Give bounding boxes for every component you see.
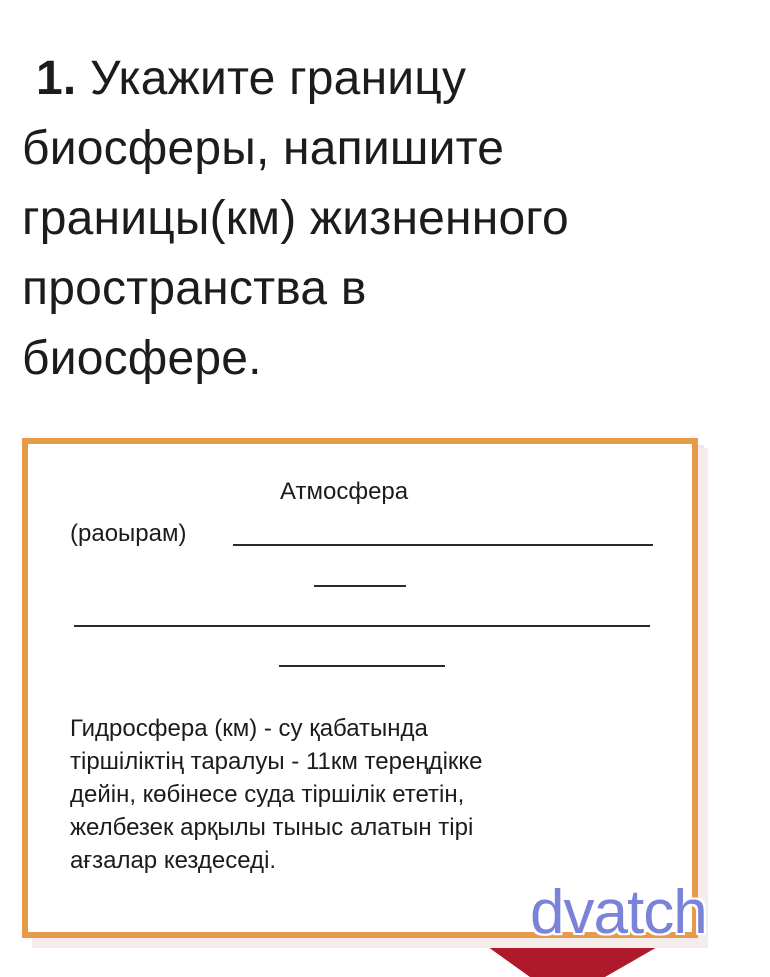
atmosphere-unit: (раоырам) [70,520,187,547]
answer-blank-line[interactable] [279,665,445,667]
answer-blank-line[interactable] [74,625,650,627]
hydrosphere-line: Гидросфера (км) - су қабатында [70,715,428,742]
question-line: биосферы, напишите [22,122,505,175]
question-line: Укажите границу [89,52,467,105]
watermark-text: dvatch [530,878,707,947]
card-frame [22,438,698,938]
answer-blank-line[interactable] [314,585,406,587]
question-line: биосфере. [22,332,262,385]
question-line: границы(км) жизненного [22,192,569,245]
worksheet-card [22,438,698,938]
question-line: пространства в [22,262,367,315]
hydrosphere-line: тіршіліктің таралуы - 11км тереңдікке [70,748,483,775]
atmosphere-title: Атмосфера [280,478,409,505]
hydrosphere-line: дейін, көбінесе суда тіршілік ететін, [70,781,465,808]
question-number: 1. [36,52,77,105]
hydrosphere-line: ағзалар кездеседі. [70,847,277,874]
hydrosphere-text [70,712,670,877]
hydrosphere-line: желбезек арқылы тыныс алатын тірі [70,814,474,841]
answer-blank-line[interactable] [233,544,653,546]
